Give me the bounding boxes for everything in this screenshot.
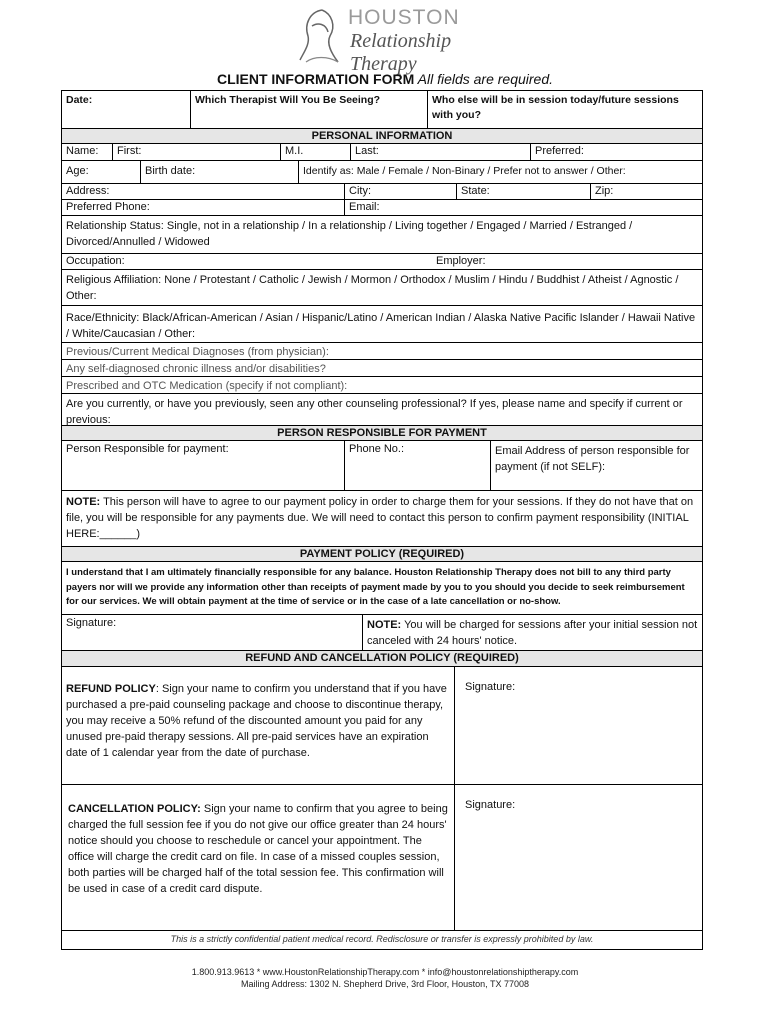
person-responsible-field[interactable]: Person Responsible for payment: [66,443,229,455]
email-field[interactable]: Email: [344,200,702,215]
state-field[interactable]: State: [456,184,590,199]
cancellation-signature-field[interactable]: Signature: [454,785,702,930]
relationship-status-field[interactable]: Relationship Status: Single, not in a relationship / In a relationship / Living together / Engaged / Married / Estranged / Divorced/Annulled / Widowed [62,216,702,254]
brand-logo [292,4,492,75]
name-row [62,144,702,161]
brand-tagline: Relationship Therapy [350,30,452,75]
payment-signature-row [62,615,702,651]
religious-affiliation-field[interactable]: Religious Affiliation: None / Protestant / Catholic / Jewish / Mormon / Orthodox / Muslim / Hindu / Buddhist / Atheist / Agnostic / Other: [62,270,702,306]
payment-note-text: This person will have to agree to our payment policy in order to charge them for your sessions. If they do not have that on file, you will be responsible for any payments due. We will need to contact this person to confirm payment responsibility (INITIAL HERE:______) [66,496,694,540]
age-row [62,161,702,184]
refund-cancellation-header: REFUND AND CANCELLATION POLICY (REQUIRED) [62,651,702,667]
who-else-field[interactable]: Who else will be in session today/future sessions with you? [427,91,702,128]
confidentiality-notice: This is a strictly confidential patient medical record. Redisclosure or transfer is expressly prohibited by law. [170,934,594,944]
payment-policy-header: PAYMENT POLICY (REQUIRED) [62,547,702,562]
logo-figure-icon [292,4,352,68]
therapist-field[interactable]: Which Therapist Will You Be Seeing? [190,91,427,128]
cancellation-policy-body: Sign your name to confirm that you agree to being charged the full session fee if you do not give our office greater than 24 hours' notice should you choose to reschedule or cancel your appointment. The office will charge the credit card on file. In case of a missed couples session, both parties will be charged half of the total session fee. This confirmation will be used in case of a credit card dispute. [68,803,448,895]
city-field[interactable]: City: [344,184,456,199]
cancellation-policy-label: CANCELLATION POLICY: [68,803,201,815]
first-name-field[interactable]: First: [112,144,280,160]
last-name-field[interactable]: Last: [350,144,530,160]
personal-info-header: PERSONAL INFORMATION [62,129,702,144]
top-row [62,91,702,129]
counseling-history-field[interactable]: Are you currently, or have you previously, seen any other counseling professional? If yes, please name and specify if current or previous: [62,394,702,426]
cancellation-policy-text [62,785,454,930]
payment-policy-note [362,615,702,650]
employer-field[interactable]: Employer: [436,255,486,267]
preferred-name-field[interactable]: Preferred: [530,144,702,160]
payment-person-row [62,441,702,491]
payment-policy-note-text: You will be charged for sessions after your initial session not canceled with 24 hours' notice. [367,619,698,647]
medication-field[interactable]: Prescribed and OTC Medication (specify if not compliant): [62,377,702,394]
middle-initial-field[interactable]: M.I. [280,144,350,160]
refund-policy-label: REFUND POLICY [66,683,156,695]
cancellation-row [62,785,702,931]
medical-diagnoses-field[interactable]: Previous/Current Medical Diagnoses (from physician): [62,343,702,360]
race-ethnicity-field[interactable]: Race/Ethnicity: Black/African-American / Asian / Hispanic/Latino / American Indian / Alaska Native Pacific Islander / Hawaii Native / White/Caucasian / Other: [62,306,702,343]
payment-email-field[interactable]: Email Address of person responsible for payment (if not SELF): [490,441,702,490]
date-field[interactable]: Date: [66,94,93,106]
brand-name: HOUSTON [348,6,460,29]
occupation-row [62,254,702,270]
zip-field[interactable]: Zip: [590,184,702,199]
age-field[interactable]: Age: [66,165,89,177]
payment-policy-note-label: NOTE: [367,619,402,631]
mailing-address: Mailing Address: 1302 N. Shepherd Drive, 3rd Floor, Houston, TX 77008 [241,979,529,989]
form-title-main: CLIENT INFORMATION FORM [216,71,415,87]
contact-row [62,200,702,216]
refund-policy-text [62,667,454,784]
payment-note [62,491,702,547]
address-row [62,184,702,200]
form-title [0,71,770,87]
birth-date-field[interactable]: Birth date: [140,161,298,183]
payment-note-label: NOTE: [66,496,101,508]
preferred-phone-field[interactable]: Preferred Phone: [66,201,150,213]
refund-row [62,667,702,785]
address-field[interactable]: Address: [66,185,110,197]
payment-phone-field[interactable]: Phone No.: [344,441,490,490]
client-form [61,90,703,950]
gender-identity-field[interactable]: Identify as: Male / Female / Non-Binary / Prefer not to answer / Other: [298,161,702,183]
payment-signature-field[interactable]: Signature: [66,617,117,629]
form-title-note: All fields are required. [414,71,554,87]
chronic-illness-field[interactable]: Any self-diagnosed chronic illness and/or disabilities? [62,360,702,377]
name-label: Name: [66,145,99,157]
contact-footer [0,966,770,990]
occupation-field[interactable]: Occupation: [66,255,125,267]
refund-signature-field[interactable]: Signature: [454,667,702,784]
payment-policy-text: I understand that I am ultimately financially responsible for any balance. Houston Relationship Therapy does not bill to any third party payers nor will we provide any information other than receipts of payment made by you to you should you decide to seek reimbursement for our services. We will obtain payment at the time of service or in the case of a late cancellation or no-show. [62,562,702,615]
refund-policy-body: : Sign your name to confirm you understand that if you have purchased a pre-paid counseling package and choose to discontinue therapy, you may receive a 50% refund of the discounted amount you paid for any unused pre-paid therapy sessions. All pre-paid services have an expiration date of 1 calendar year from the date of purchase. [66,683,447,759]
payment-person-header: PERSON RESPONSIBLE FOR PAYMENT [62,426,702,441]
contact-line: 1.800.913.9613 * www.HoustonRelationshipTherapy.com * info@houstonrelationshiptherapy.com [191,967,579,977]
